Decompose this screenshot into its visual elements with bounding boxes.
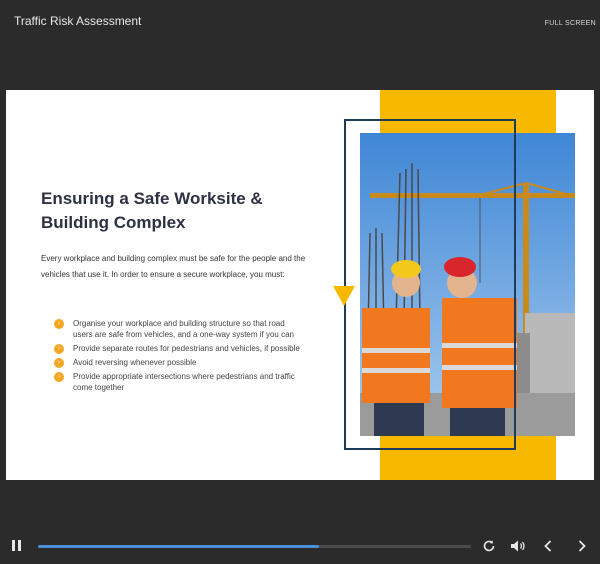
bullet-icon: › [54,358,64,368]
triangle-marker [333,286,355,306]
bullet-text: Organise your workplace and building structure so that road users are safe from vehicles, and a one-way system if you can [73,319,294,339]
bullet-text: Provide appropriate intersections where pedestrians and traffic come together [73,372,295,392]
list-item [54,343,304,354]
course-title: Traffic Risk Assessment [14,14,142,28]
bullet-icon: › [54,319,64,329]
progress-bar[interactable] [38,545,471,548]
slide-heading: Ensuring a Safe Worksite & Building Complex [41,189,263,232]
bullet-list [54,318,304,396]
player-header [0,0,600,44]
fullscreen-button[interactable]: FULL SCREEN [544,20,596,27]
previous-icon[interactable] [542,539,554,553]
bullet-text: Avoid reversing whenever possible [73,358,197,367]
player-controls [0,530,600,564]
list-item [54,357,304,368]
slide-intro: Every workplace and building complex must be safe for the people and the vehicles that use it. In order to ensure a secure workplace, you must: [41,254,306,279]
volume-icon[interactable] [510,539,526,553]
bullet-icon: › [54,344,64,354]
slide-canvas [6,90,594,480]
decorative-frame [344,119,516,450]
next-icon[interactable] [576,539,588,553]
progress-fill [38,545,319,548]
pause-bar-left [12,540,15,551]
list-item [54,371,304,393]
bullet-text: Provide separate routes for pedestrians and vehicles, if possible [73,344,300,353]
pause-bar-right [18,540,21,551]
bullet-icon: › [54,372,64,382]
pause-icon[interactable] [12,540,22,552]
replay-icon[interactable] [482,539,496,553]
list-item [54,318,304,340]
